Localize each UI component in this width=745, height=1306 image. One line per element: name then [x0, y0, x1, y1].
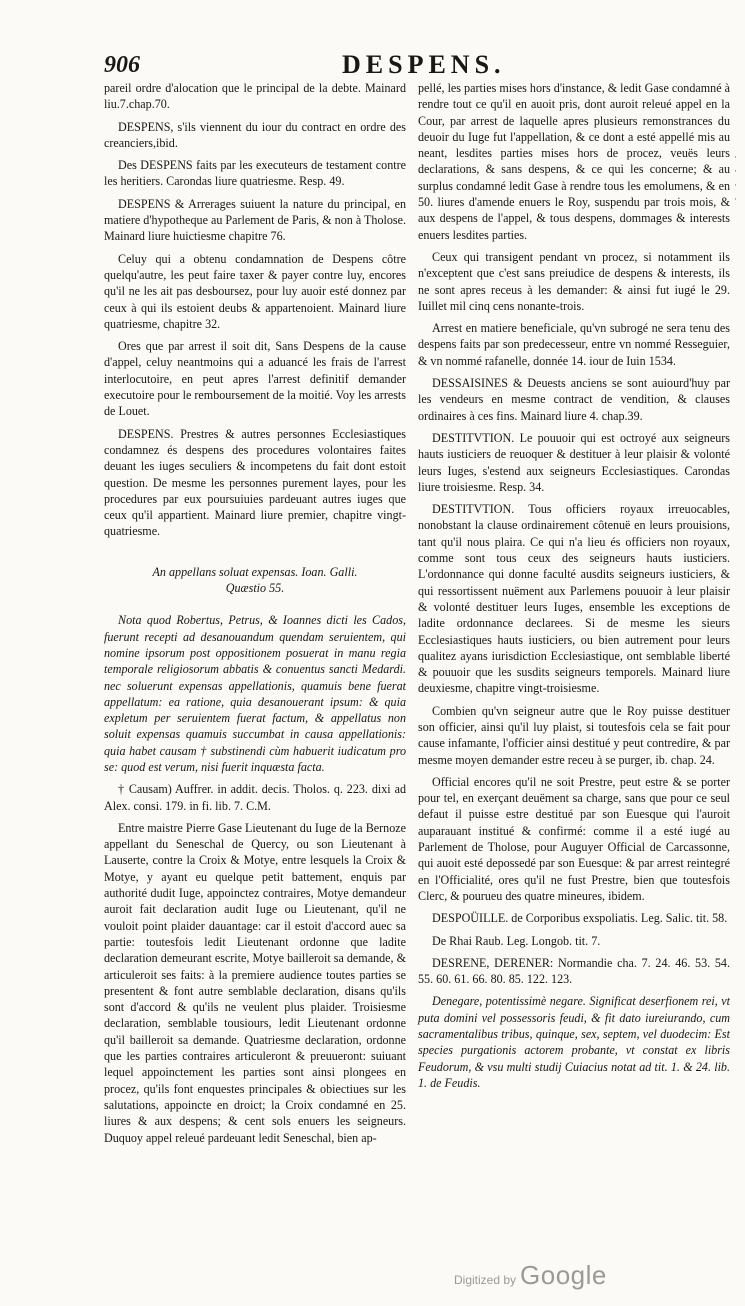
left-column	[104, 80, 406, 1152]
paragraph: DESPENS, s'ils viennent du iour du contract en ordre des creanciers,ibid.	[104, 119, 406, 150]
paragraph: Ceux qui transigent pendant vn procez, si notamment ils n'exceptent que c'est sans preiudice de despens & interests, ils ne sont apres receus à les demander: & ainsi fut iugé le 29. Iuillet mil cinq cens nonante-trois.	[418, 249, 730, 313]
paragraph: Des DESPENS faits par les executeurs de testament contre les heritiers. Carondas liure quatriesme. Resp. 49.	[104, 158, 406, 189]
paragraph: pareil ordre d'alocation que le principal de la debte. Mainard liu.7.chap.70.	[104, 81, 406, 112]
paragraph: Combien qu'vn seigneur autre que le Roy puisse destituer son officier, ainsi qu'il luy plaist, si toutesfois cela se fait pour cause infamante, l'officier ainsi destitué y peut contredire, & par mesme moyen demander estre receu à se purger, ib. chap. 24.	[418, 703, 730, 767]
paragraph: DESPOÜILLE. de Corporibus exspoliatis. Leg. Salic. tit. 58.	[432, 911, 728, 926]
paragraph: DESRENE, DERENER: Normandie cha. 7. 24. 46. 53. 54. 55. 60. 61. 66. 80. 85. 122. 123.	[418, 955, 730, 987]
latin-paragraph: Denegare, potentissimè negare. Significat deserfionem rei, vt puta domini vel possessoris feudi, & fit dato iureiurando, cum sacramentalibus tribus, quinque, sex, septem, vel duodecim: Est species purgationis actorem probante, vt constat ex libris Feudorum, & vsu multi studij Cuiacius notat ad tit. 1. & 24. lib. 1. de Feudis.	[418, 994, 730, 1090]
paragraph: Official encores qu'il ne soit Prestre, peut estre & se porter pour tel, en exerçant deuëment sa charge, sans que pour ce seul defaut il puisse estre destitué par son Euesque qui l'auroit auparauant institué & confirmé: comme il a esté iugé au Parlement de Tholose, pour Auguyer Official de Carcassonne, qui auoit esté depossedé par son Euesque: & par arrest reintegré en l'Officialité, ores qu'il ne fust Prestre, bien que toutesfois Clerc, & pourueu des quatre mineures, ibidem.	[418, 774, 730, 903]
paragraph: DESSAISINES & Deuests anciens se sont auiourd'huy par les vendeurs en mesme contract de vendition, & clauses ordinaires à ces fins. Mainard liure 4. chap.39.	[418, 376, 730, 423]
paragraph: Ores que par arrest il soit dit, Sans Despens de la cause d'appel, celuy neantmoins qui a aduancé les frais de l'arrest interlocutoire, en peut apres l'arrest definitif demander executoire pour le remboursement de la moitié. Voy les arrests de Louet.	[104, 339, 406, 419]
paragraph: DESTITVTION. Tous officiers royaux irreuocables, nonobstant la clause ordinairement côtenuë en leurs prouisions, tant qu'il nous plaira. Ce qui n'a lieu és officiers non royaux, comme sont tous ceux des seigneurs hauts iusticiers. L'ordonnance qui donne faculté ausdits seigneurs iusticiers, & qui ressortissent nuëment aux Parlemens pouuoir à leur plaisir & volonté destituer leurs Iuges, ensemble les exceptions de ladite ordonnance declarees. Si de mesme les sieurs Ecclesiastiques hauts iusticiers, ou bien autrement pour leurs qualitez ayans iurisdiction Ecclesiastique, ont semblable liberté & pouuoir que les susdits seigneurs temporels. Mainard liure deuxiesme, chapitre vingt-troisiesme.	[418, 502, 730, 696]
paragraph: pellé, les parties mises hors d'instance, & ledit Gase condamné à rendre tout ce qu'il en auoit pris, dont auroit releué appel en la Cour, par arrest de laquelle apres plusieurs remonstrances du deuoir du Iuge fut l'appellation, & ce dont a esté appellé mis au neant, lesdites parties mises hors de procez, veuës leurs declarations, & sans despens, & ce qui les concerne; & au surplus condamné ledit Gase à rendre tous les emolumens, & en 50. liures d'amende enuers le Roy, suspendu par trois mois, & aux despens de l'appel, & tous despens, dommages & interests enuers lesdites parties.	[418, 81, 730, 242]
page-number: 906	[104, 52, 140, 78]
paragraph: Celuy qui a obtenu condamnation de Despens côtre quelqu'autre, les peut faire taxer & payer contre luy, encores qu'il ne les ait pas desboursez, pour luy auoir esté donnez par ceux à qui ils estoient deubs & appartenoient. Mainard liure quatriesme, chapitre 32.	[104, 251, 406, 331]
digitized-watermark	[454, 1260, 607, 1291]
paragraph: DESPENS. Prestres & autres personnes Ecclesiastiques condamnez és despens des procedures volontaires faites deuant les iuges seculiers & incompetens du fait dont estoit question. De mesme les personnes purement layes, pour les procedures par eux poursuiuies pardeuant autres iuges que ceux qu'il appartient. Mainard liure premier, chapitre vingt-quatriesme.	[104, 426, 406, 539]
section-title: An appellans soluat expensas. Ioan. Galli.	[152, 564, 358, 579]
paragraph: DESTITVTION. Le pouuoir qui est octroyé aux seigneurs hauts iusticiers de reuoquer & destituer à leur plaisir & volonté leurs Iuges, s'estend aux seigneurs Ecclesiastiques. Carondas liure troisiesme. Resp. 34.	[418, 430, 730, 494]
section-subtitle: Quæstio 55.	[225, 581, 285, 596]
paragraph: Entre maistre Pierre Gase Lieutenant du Iuge de la Bernoze appellant du Seneschal de Quercy, ou son Lieutenant à Lauserte, contre la Croix & Motye, entre lesquels la Croix & Motye, y ayant eu quelque petit battement, enquis par authorité dudit Iuge, appoinctez contraires, Motye demandeur auroit fait declaration audit Iuge ou Lieutenant, qu'il ne vouloit point plaider dauantage: car il estoit d'accord auec sa partie: toutesfois ledit Lieutenant ordonne que ladite declaration demeurant escrite, Motye bailleroit sa demande, & articuleroit ses faits: à la premiere audience toutes parties se presentent & font autre semblable declaration, disans qu'ils sont d'accord & qu'ils ne veulent plus plaider. Troisiesme declaration, semblable tousiours, ledit Lieutenant ordonne qu'il bailleroit sa demande. Quatriesme declaration, ordonne que les parties contraires articuleront & preuueront: suiuant lequel appoinctement les parties sont ainsi plongees en procez, qu'ils font enquestes principales & obiectiues sur les salutations, appoincte en droict; la Croix condamné en 25. liures & aux despens; & cent sols enuers les seigneurs. Duquoy appel releué pardeuant ledit Seneschal, bien ap-	[104, 820, 406, 1145]
paragraph: DESPENS & Arrerages suiuent la nature du principal, en matiere d'hypotheque au Parlement de Paris, & non à Tholose. Mainard liure huictiesme chapitre 76.	[104, 196, 406, 244]
paragraph: De Rhai Raub. Leg. Longob. tit. 7.	[432, 933, 601, 948]
running-head: DESPENS.	[342, 50, 506, 79]
right-column	[418, 80, 730, 1097]
digitized-by-label: Digitized by	[454, 1273, 517, 1287]
google-logo: Google	[520, 1260, 607, 1290]
margin-marks: · · · ·	[734, 152, 737, 204]
paragraph: Arrest en matiere beneficiale, qu'vn subrogé ne sera tenu des despens faits par son predecesseur, entre vn nommé Resseguier, & vn nommé rafanelle, donnée 14. iour de Iuin 1534.	[418, 321, 730, 368]
annotation-note: † Causam) Auffrer. in addit. decis. Tholos. q. 223. dixi ad Alex. consi. 179. in fi. lib. 7. C.M.	[104, 782, 406, 813]
latin-paragraph: Nota quod Robertus, Petrus, & Ioannes dicti les Cados, fuerunt recepti ad desanouandum quendam seruientem, qui nomine ipsorum post oppositionem posuerat in manu regia temporale religiosorum abbatis & conuentus sancti Medardi. nec soluerunt expensas appellationis, quamuis bene fuerat appellatum: ea ratione, quia desanouerant ipsum: & quia expletum per seruientem fuerat factum, & appellatus non soluit expensas quamuis succumbat in causa appellationis: quia habet causam † substinendi cùm habuerit iudicatum pro se: quod est verum, nisi fuerit inquæsta facta.	[104, 613, 406, 774]
